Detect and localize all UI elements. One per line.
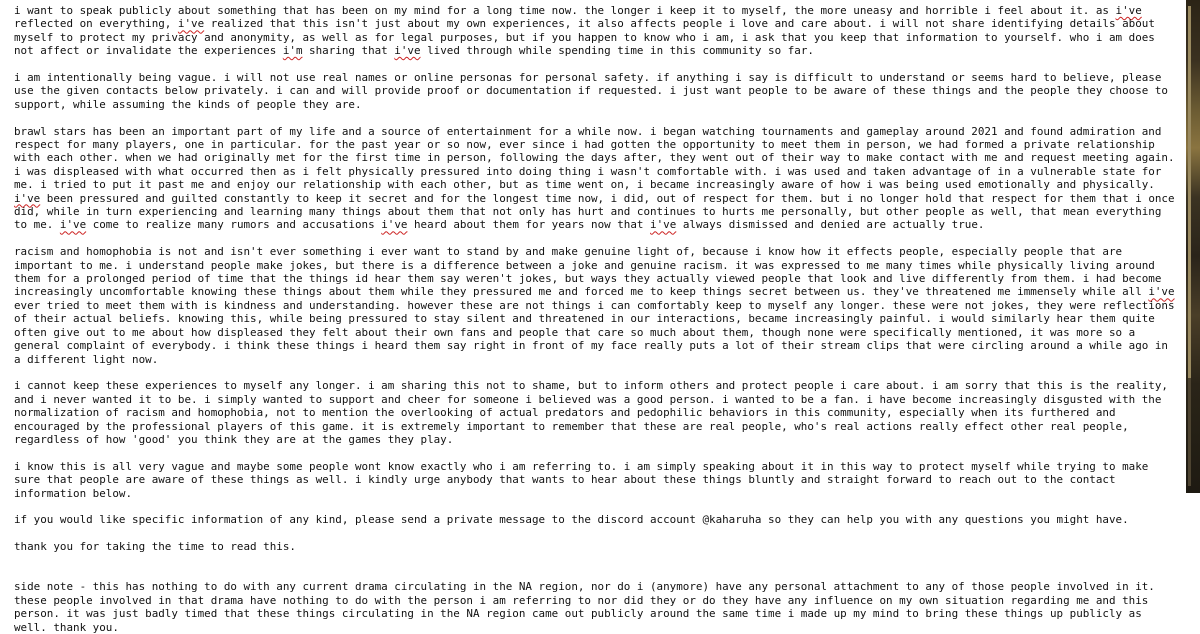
paragraph-side-note[interactable] [14,580,1178,634]
misspelled-word: i've [381,218,408,232]
text-run: lived through while spending time in this community so far. [420,44,814,58]
paragraph-thanks[interactable] [14,540,1178,553]
scrollbar-thumb[interactable] [1188,6,1191,378]
text-run: heard about them for years now that [407,218,651,232]
text-run: thank you for taking the time to read this. [14,540,296,554]
text-run: if you would like specific information of any kind, please send a private message to the discord account @kaharuha so they can help you with any questions you might have. [14,513,1129,527]
paragraph-vague[interactable] [14,71,1178,111]
text-run: realized that this isn't just about my own experiences, it also affects people i love and care about. i will not share identifying details about myself to protect my privacy and anonymity, as well as for legal purposes, but if you happen to know who i am, i ask that you keep that information to yourself. who i am does not affect or invalidate the experiences [14,17,1162,58]
text-run: come to realize many rumors and accusations [86,218,382,232]
misspelled-word: i've [59,218,87,232]
misspelled-word: i'm [282,44,303,58]
text-run: i know this is all very vague and maybe some people wont know exactly who i am referring to. i am simply speaking about it in this way to protect myself while trying to make sure that people are aware of these things as well. i kindly urge anybody that wants to hear about these things bluntly and straight forward to reach out to the contact information below. [14,459,1155,500]
paragraph-contact[interactable] [14,513,1178,526]
text-run: sharing that [302,44,395,58]
text-run: i want to speak publicly about something that has been on my mind for a long time now. the longer i keep it to myself, the more uneasy and horrible i feel about it. as [14,4,1116,17]
misspelled-word: i've [14,191,41,205]
text-run: racism and homophobia is not and isn't ever something i ever want to stand by and make genuine light of, because i know how it effects people, especially people that are important to me. i understand people make jokes, but there is a difference between a joke and genuine racism. it was expressed to me many times while physically living around them for a prolonged period of time that the things id hear them say weren't jokes, but ways they actually viewed people that look and live differently from them. i had become increasingly uncomfortable knowing these things about them while they pressured me and forced me to keep things secret between us. they've threatened me immensely while all [14,245,1168,299]
misspelled-word: i've [650,218,677,232]
text-run: reflected on everything, [14,4,1149,31]
text-run: been pressured and guilted constantly to keep it secret and for the longest time now, i did, out of respect for them. but i no longer hold that respect for them that i once did, while in turn experiencing and learning many things about them that not only has hurt and continues to hurts me personally, but other people as well, that mean everything to me. [14,191,1182,232]
misspelled-word: i've [1148,285,1175,299]
right-edge-strip [1186,0,1200,493]
paragraph-racism[interactable] [14,245,1182,366]
misspelled-word: i've [394,44,421,58]
paragraph-vague-2[interactable] [14,460,1178,500]
paragraph-cannot-keep[interactable] [14,379,1178,446]
text-run: i cannot keep these experiences to myself any longer. i am sharing this not to shame, but to inform others and protect people i care about. i am sorry that this is the reality, and i never wanted it to be. i simply wanted to support and cheer for someone i believed was a good person. i wanted to be a fan. i have become increasingly disgusted with the normalization of racism and homophobia, not to mention the overlooking of actual predators and pedophilic behaviors in this community, especially when its furthered and encouraged by the professional players of this game. it is extremely important to remember that these are real people, who's real actions really effect other real people, regardless of how 'good' you think they are at the games they play. [14,379,1175,446]
text-run: i am intentionally being vague. i will not use real names or online personas for personal safety. if anything i say is difficult to understand or seems hard to believe, please use the given contacts below privately. i can and will provide proof or documentation if requested. i just want people to be aware of these things and the people they choose to support, while assuming the kinds of people they are. [14,71,1175,111]
misspelled-word: i've [1115,4,1142,17]
text-run: ever tried to meet them with is kindness and understanding. however these are not things i can comfortably keep to myself any longer. these were not jokes, they were reflections of their actual beliefs. knowing this, while being pressured to stay silent and threatened in our interactions, became increasingly painful. i would similarly hear them quite often give out to me about how displeased they felt about their own fans and people that care so much about them, though none were specifically mentioned, it was more so a general complaint of everybody. i think these things i heard them say right in front of my face really puts a lot of their stream clips that were circling around a while ago in a different light now. [14,285,1182,366]
paragraph-brawl-stars[interactable] [14,124,1182,232]
paragraph-intro[interactable] [14,4,1178,58]
text-run: always dismissed and denied are actually true. [676,218,985,232]
misspelled-word: i've [177,17,205,31]
text-run: brawl stars has been an important part of my life and a source of entertainment for a while now. i began watching tournaments and gameplay around 2021 and found admiration and respect for many players, one in particular. for the past year or so now, ever since i had gotten the opportunity to meet them in person, we had formed a private relationship with each other. when we had originally met for the first time in person, following the days after, they went out of their way to make contact with me and request meeting again. i was displeased with what occurred then as i felt physically pressured into doing thing i wasn't comfortable with. i was used and taken advantage of in a vulnerable state for me. i tried to put it past me and enjoy our relationship with each other, but as time went on, i became increasingly aware of how i was being used emotionally and physically. [14,124,1182,192]
text-run: side note - this has nothing to do with any current drama circulating in the NA region, nor do i (anymore) have any personal attachment to any of those people involved in it. these people involved in that drama have nothing to do with the person i am referring to nor did they or do they have any influence on my own situation regarding me and this person. it was just badly timed that these things circulating in the NA region came out publicly around the same time i made up my mind to bring these things up publicly as well. thank you. [14,580,1162,634]
